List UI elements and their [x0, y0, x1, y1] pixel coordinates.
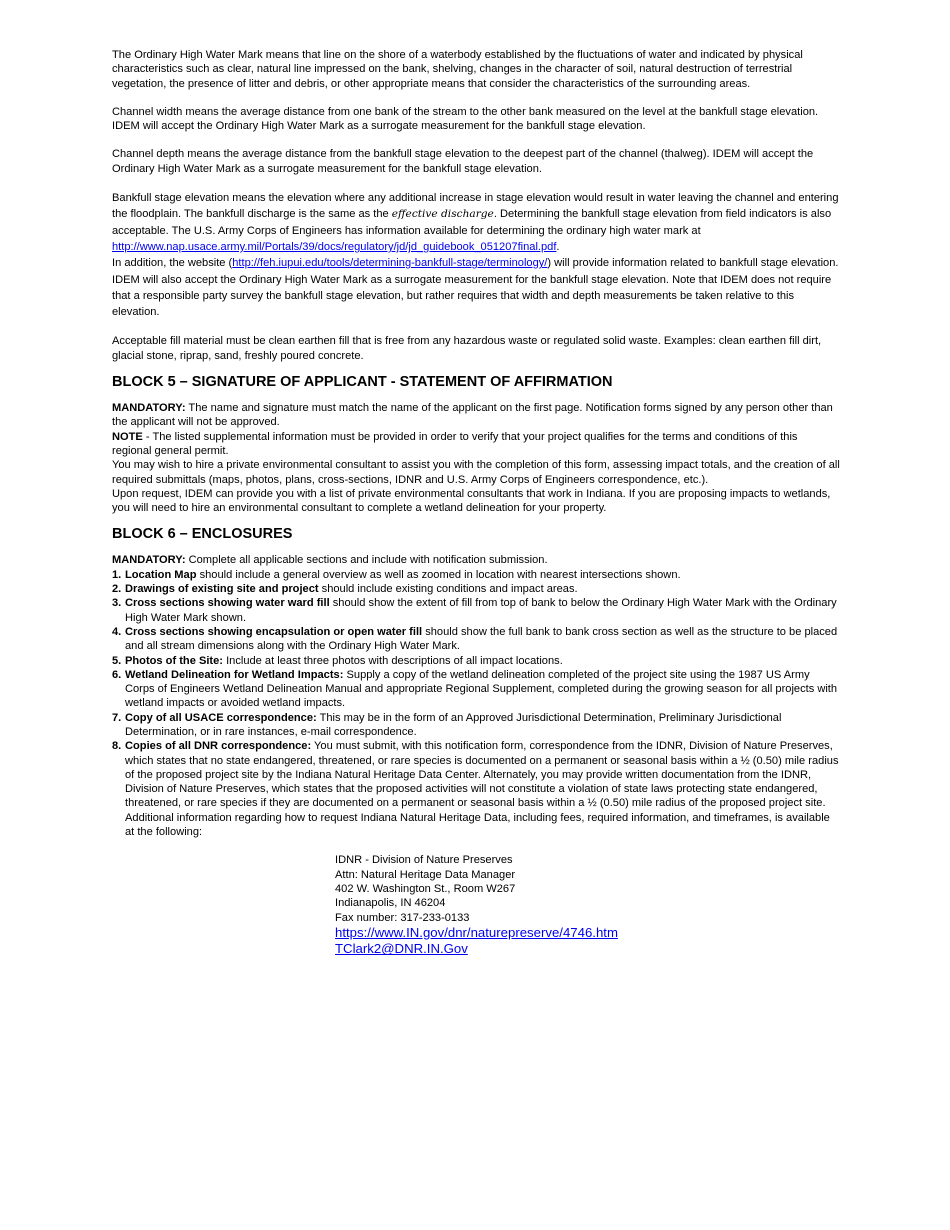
item-number: 6.	[112, 668, 122, 681]
item-title: Location Map	[125, 568, 197, 581]
bankfull-paragraph	[112, 190, 840, 255]
item-title: Cross sections showing encapsulation or open water fill	[125, 625, 423, 638]
idnr-address-block	[335, 853, 840, 957]
item-text: should show the extent of fill from top of bank to below the Ordinary High Water Mark with the Ordinary High Water Mark shown.	[125, 597, 837, 624]
bankfull-text-4: In addition, the website (	[112, 257, 233, 270]
channel-depth-paragraph: Channel depth means the average distance from the bankfull stage elevation to the deepest part of the channel (thalweg). IDEM will accept the Ordinary High Water Mark as a surrogate measurement for the bankfull stage elevation.	[112, 148, 814, 175]
bankfull-section	[112, 190, 840, 320]
item-text: should include a general overview as well as zoomed in location with nearest intersections shown.	[196, 568, 681, 581]
bankfull-text-3: .	[556, 240, 560, 253]
item-text: should include existing conditions and impact areas.	[318, 583, 578, 596]
bankfull-website-paragraph	[112, 255, 840, 320]
bankfull-text-5: ) will provide information related to bankfull stage elevation. IDEM will also accept the Ordinary High Water Mark as a surrogate measurement for the bankfull stage elevation. Note that IDEM does not require that a responsible party survey the bankfull stage elevation, but rather requires that width and depth measurements be taken relative to this elevation.	[112, 257, 839, 319]
item-number: 3.	[112, 597, 122, 610]
block5-request: Upon request, IDEM can provide you with a list of private environmental consultants that work in Indiana. If you are proposing impacts to wetlands, you will need to hire an environmental consultant to complete a wetland delineation for your property.	[112, 487, 831, 515]
item-title: Wetland Delineation for Wetland Impacts:	[125, 668, 344, 681]
address-line-1: IDNR - Division of Nature Preserves	[335, 854, 513, 867]
item-title: Photos of the Site:	[125, 654, 223, 667]
item-number: 1.	[112, 568, 122, 581]
block5-heading: BLOCK 5 – SIGNATURE OF APPLICANT - STATEMENT OF AFFIRMATION	[112, 374, 613, 391]
block5-mandatory-label: MANDATORY:	[112, 402, 186, 415]
nature-preserve-link[interactable]: https://www.IN.gov/dnr/naturepreserve/4746.htm	[335, 924, 618, 940]
block5-note	[112, 430, 840, 459]
list-item	[112, 668, 840, 711]
address-line-2: Attn: Natural Heritage Data Manager	[335, 868, 516, 881]
item-number: 5.	[112, 654, 122, 667]
address-line-3: 402 W. Washington St., Room W267	[335, 882, 516, 895]
block6-mandatory	[112, 553, 840, 567]
item-number: 7.	[112, 711, 122, 724]
item-number: 4.	[112, 625, 122, 638]
item-text: Include at least three photos with descriptions of all impact locations.	[223, 654, 563, 667]
item-title: Drawings of existing site and project	[125, 583, 319, 596]
list-item	[112, 654, 840, 668]
block5-mandatory-text: The name and signature must match the name of the applicant on the first page. Notification forms signed by any person other than the applicant will not be approved.	[112, 402, 833, 429]
item-text: This may be in the form of an Approved Jurisdictional Determination, Preliminary Jurisdictional Determination, or in rare instances, e-mail correspondence.	[125, 711, 782, 738]
item-text: should show the full bank to bank cross section as well as the structure to be placed and all stream dimensions along with the Ordinary High Water Mark.	[125, 625, 838, 653]
block5-consultant: You may wish to hire a private environmental consultant to assist you with the completion of this form, assessing impact totals, and the creation of all required submittals (maps, photos, plans, cross-sections, IDNR and U.S. Army Corps of Engineers correspondence, etc.).	[112, 459, 840, 486]
document-page	[112, 48, 840, 958]
block5-mandatory	[112, 401, 840, 430]
item-title: Copy of all USACE correspondence:	[125, 711, 317, 724]
enclosures-list	[112, 568, 840, 840]
bankfull-text-1: Bankfull stage elevation means the elevation where any additional increase in stage elevation would result in water leaving the channel and entering the floodplain. The bankfull discharge is the same as the	[112, 192, 839, 221]
bankfull-text-2: . Determining the bankfull stage elevation from field indicators is also acceptable. The U.S. Army Corps of Engineers has information available for determining the ordinary high water mark at	[112, 208, 832, 237]
list-item	[112, 596, 840, 625]
list-item	[112, 625, 840, 654]
item-title: Cross sections showing water ward fill	[125, 597, 330, 610]
usace-guidebook-link[interactable]: http://www.nap.usace.army.mil/Portals/39/docs/regulatory/jd/jd_guidebook_051207final.pdf	[112, 240, 557, 253]
block6-mandatory-label: MANDATORY:	[112, 554, 186, 567]
email-link[interactable]: TClark2@DNR.IN.Gov	[335, 941, 468, 957]
block5-note-label: NOTE	[112, 430, 143, 443]
iupui-terminology-link[interactable]: http://feh.iupui.edu/tools/determining-bankfull-stage/terminology/	[232, 257, 548, 270]
ohwm-paragraph: The Ordinary High Water Mark means that line on the shore of a waterbody established by the fluctuations of water and indicated by physical characteristics such as clear, natural line impressed on the bank, shelving, changes in the character of soil, natural destruction of terrestrial vegetation, the presence of litter and debris, or other appropriate means that consider the characteristics of the surrounding areas.	[112, 49, 803, 90]
item-title: Copies of all DNR correspondence:	[125, 740, 312, 753]
block5-note-text: - The listed supplemental information must be provided in order to verify that your project qualifies for the terms and conditions of this regional general permit.	[112, 430, 798, 457]
item-number: 8.	[112, 740, 122, 753]
block6-heading: BLOCK 6 – ENCLOSURES	[112, 526, 293, 543]
channel-width-surrogate: IDEM will accept the Ordinary High Water Mark as a surrogate measurement for the bankfull stage elevation.	[112, 120, 646, 133]
item-text: You must submit, with this notification form, correspondence from the IDNR, Division of Nature Preserves, which states that no state endangered, threatened, or rare species is documented on a permanent or seasonal basis within a ½ (0.50) mile radius of the proposed project site by the Indiana Natural Heritage Data Center. Alternately, you may provide written documentation from the IDNR, Division of Nature Preserves, which states that the proposed activities will not constitute a violation of state laws protecting state endangered, threatened, or rare species if they are documented on a permanent or seasonal basis within a ½ (0.50) mile radius of the proposed project site. Additional information regarding how to request Indiana Natural Heritage Data, including fees, required information, and timeframes, is available at the following:	[125, 740, 839, 839]
address-line-4: Indianapolis, IN 46204	[335, 897, 446, 910]
list-item	[112, 568, 840, 582]
block6-mandatory-text: Complete all applicable sections and include with notification submission.	[185, 554, 548, 567]
fill-material-paragraph: Acceptable fill material must be clean earthen fill that is free from any hazardous waste or regulated solid waste. Examples: clean earthen fill dirt, glacial stone, riprap, sand, freshly poured concrete.	[112, 335, 822, 362]
list-item	[112, 739, 840, 839]
list-item	[112, 711, 840, 740]
item-number: 2.	[112, 583, 122, 596]
item-text: Supply a copy of the wetland delineation completed of the project site using the 1987 US Army Corps of Engineers Wetland Delineation Manual and appropriate Regional Supplement, completed during the growing season for all projects with wetland impacts or avoided wetland impacts.	[125, 668, 838, 710]
effective-discharge-term: effective discharge	[391, 208, 494, 221]
fax-number: Fax number: 317-233-0133	[335, 911, 470, 924]
channel-width-text: Channel width means the average distance from one bank of the stream to the other bank measured on the level at the bankfull stage elevation.	[112, 105, 819, 118]
list-item	[112, 582, 840, 596]
